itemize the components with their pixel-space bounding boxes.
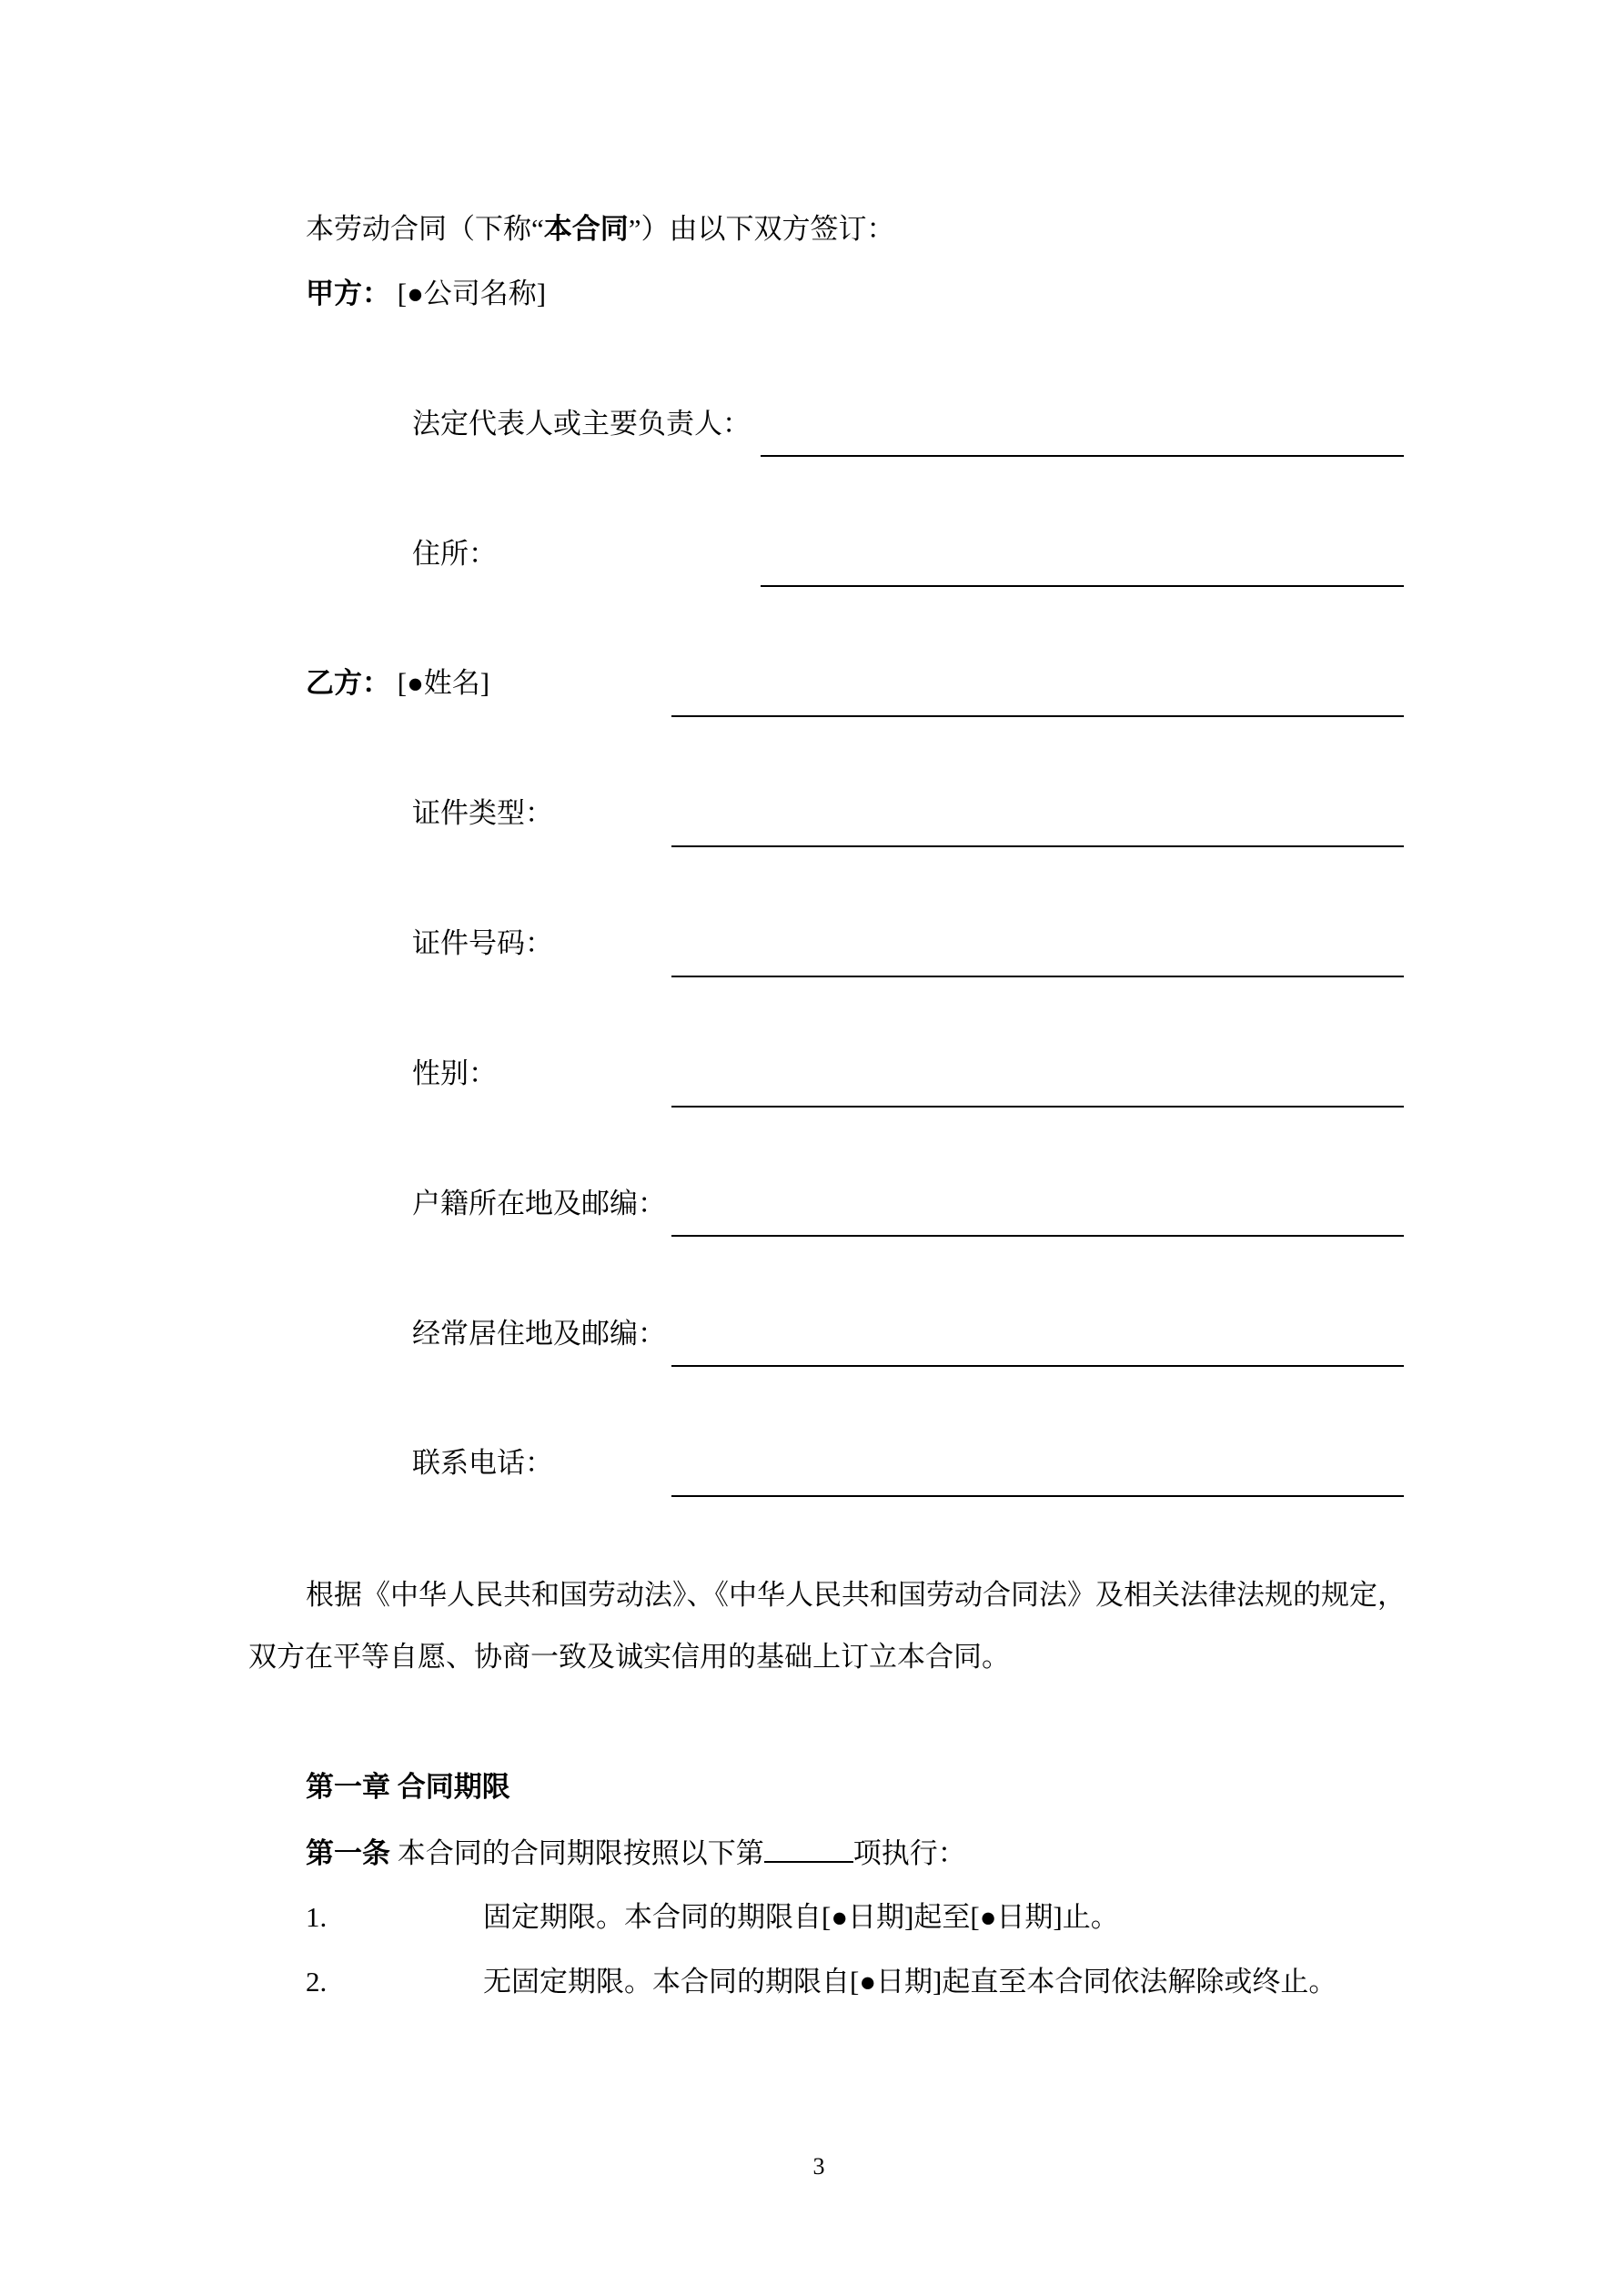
term-option-blank[interactable] — [764, 1836, 853, 1863]
gender-blank[interactable] — [671, 1106, 1404, 1108]
party-a-value: [●公司名称] — [397, 278, 547, 309]
id-type-blank[interactable] — [671, 845, 1404, 847]
household-address-blank[interactable] — [671, 1235, 1404, 1237]
party-b-field-label: 性别： — [412, 1057, 497, 1089]
party-b-field-label: 经常居住地及邮编： — [412, 1318, 666, 1350]
list-item-number: 2. — [306, 1966, 328, 1998]
party-a-address-blank[interactable] — [761, 585, 1404, 587]
article-text-before: 本合同的合同期限按照以下第 — [397, 1837, 764, 1869]
article-label: 第一条 — [306, 1837, 390, 1869]
party-a — [306, 278, 546, 310]
intro-sentence — [306, 213, 895, 246]
residence-address-blank[interactable] — [671, 1365, 1404, 1367]
list-item-text: 固定期限。本合同的期限自[●日期]起至[●日期]止。 — [483, 1901, 1119, 1933]
intro-bold-term: 本合同 — [543, 213, 629, 245]
intro-suffix: ”）由以下双方签订： — [628, 213, 895, 245]
party-b-field-label: 联系电话： — [412, 1447, 553, 1479]
party-b — [306, 667, 489, 700]
article-text-after: 项执行： — [852, 1837, 966, 1869]
preamble-line-1: 根据《中华人民共和国劳动法》、《中华人民共和国劳动合同法》及相关法律法规的规定， — [306, 1579, 1406, 1611]
party-b-name-blank[interactable] — [671, 715, 1404, 717]
party-b-value: [●姓名] — [397, 667, 490, 699]
party-b-label: 乙方： — [306, 667, 390, 699]
page-number: 3 — [812, 2153, 825, 2180]
id-number-blank[interactable] — [671, 976, 1404, 977]
chapter-title: 第一章 合同期限 — [306, 1771, 510, 1803]
article-1 — [306, 1836, 966, 1870]
party-b-field-label: 户籍所在地及邮编： — [412, 1188, 666, 1219]
party-a-field-label: 住所： — [412, 538, 497, 570]
preamble-line-2: 双方在平等自愿、协商一致及诚实信用的基础上订立本合同。 — [248, 1641, 1010, 1673]
party-a-field-label: 法定代表人或主要负责人： — [412, 408, 751, 440]
party-b-field-label: 证件类型： — [412, 797, 553, 829]
party-a-label: 甲方： — [306, 278, 390, 309]
intro-prefix: 本劳动合同（下称“ — [306, 213, 544, 245]
party-b-field-label: 证件号码： — [412, 927, 553, 959]
phone-blank[interactable] — [671, 1495, 1404, 1497]
list-item-number: 1. — [306, 1901, 328, 1933]
party-a-representative-blank[interactable] — [761, 455, 1404, 457]
list-item-text: 无固定期限。本合同的期限自[●日期]起直至本合同依法解除或终止。 — [483, 1966, 1337, 1998]
